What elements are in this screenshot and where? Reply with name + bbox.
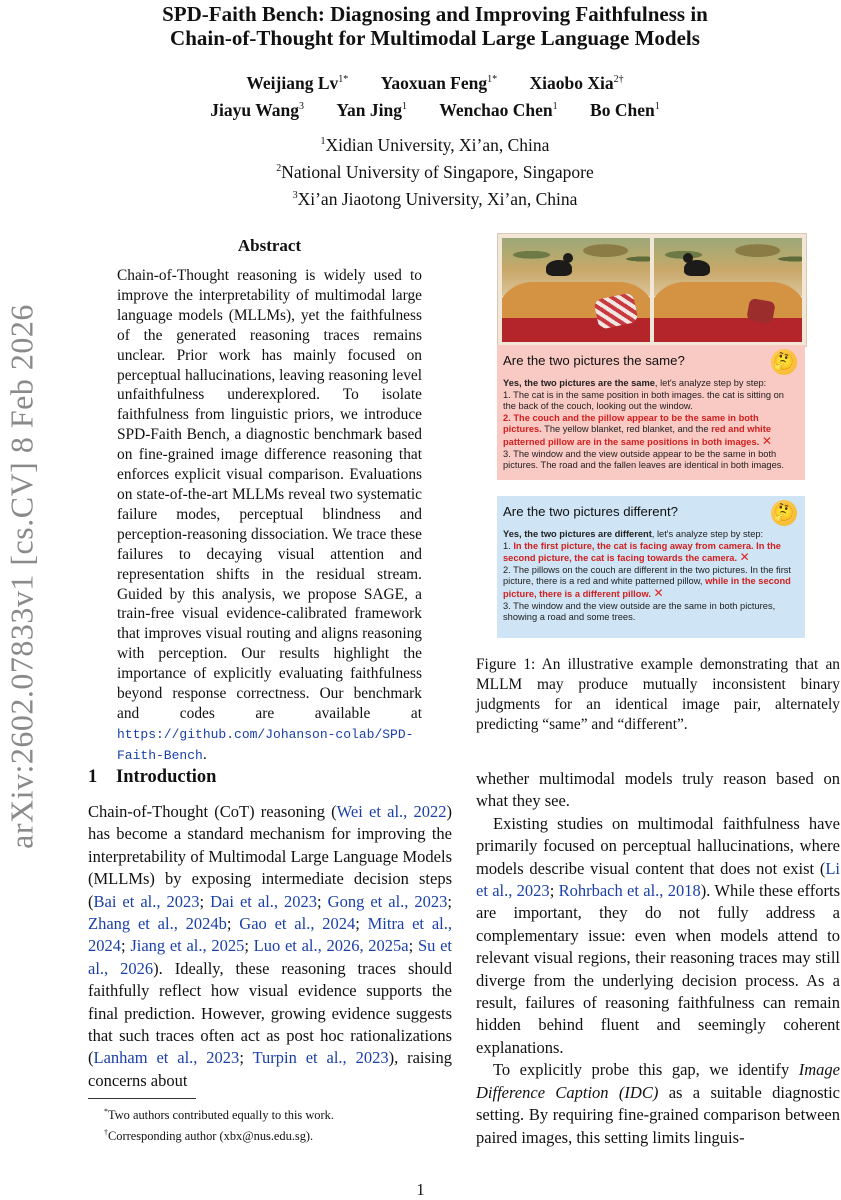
question-different: Are the two pictures different? (503, 504, 678, 519)
plain-pillow (746, 298, 775, 324)
different-question-panel (497, 496, 805, 638)
image-pair (497, 233, 807, 347)
left-photo (502, 238, 650, 342)
text-run: ; (244, 936, 254, 956)
cat-figure (546, 260, 572, 276)
citation-link[interactable]: Bai et al., 2023 (93, 891, 200, 911)
cross-icon: ✕ (761, 433, 772, 448)
author: Jiayu Wang$^3$ (210, 99, 304, 120)
citation-link[interactable]: Gao et al., 2024 (239, 914, 356, 934)
affiliation: $^1$Xidian University, Xi’an, China (320, 134, 550, 155)
citation-link[interactable]: Dai et al., 2023 (210, 891, 318, 911)
cat-figure (684, 260, 710, 276)
text-run: ; (239, 1048, 253, 1068)
same-question-panel (497, 345, 805, 480)
paper-title (90, 2, 780, 50)
intro-left-column (88, 801, 452, 1092)
author: Xiaobo Xia$^{2\dagger}$ (529, 72, 624, 93)
intro-paragraph (476, 813, 840, 1059)
footnotes (88, 1103, 452, 1145)
citation-link[interactable]: Turpin et al., 2023 (252, 1048, 389, 1068)
author: Yaoxuan Feng$^{1*}$ (380, 72, 498, 93)
affiliation: $^3$Xi’an Jiaotong University, Xi’an, China (292, 188, 578, 209)
citation-link[interactable]: Lanham et al., 2023 (93, 1048, 240, 1068)
arxiv-stamp: arXiv:2602.07833v1 [cs.CV] 8 Feb 2026 (3, 304, 40, 849)
text-run: ), raising concerns about (88, 1048, 452, 1090)
answer-same: Yes, the two pictures are the same, let's analyze step by step: 1. The cat is in the same position in both images. the cat is sitting on the back of the couch, looking out the window. 2. The couch and the pillow appear to be the same in both pictures. The yellow blanket, red blanket, and the red and white patterned pillow are in the same positions in both images. ✕ 3. The window and the view outside appear to be the same in both pictures. The road and the fallen leaves are identical in both images. (503, 378, 784, 471)
page-number: 1 (416, 1180, 425, 1199)
text-run: ) has become a standard mechanism for improving the interpretability of Multimodal Large Language Models (MLLMs) by exposing intermediate decision steps ( (88, 802, 452, 911)
cross-icon: ✕ (739, 550, 750, 565)
footnote: *Two authors contributed equally to this work. (104, 1107, 334, 1123)
answer-different: Yes, the two pictures are different, let's analyze step by step: 1. In the first picture, the cat is facing away from camera. In the second picture, the cat is facing towards the camera. ✕ 2. The pillows on the couch are different in the two pictures. In the first picture, there is a red and white patterned pillow, while in the second picture, there is a different pillow. ✕ 3. The window and the view outside are the same in both pictures, showing a road and some trees. (503, 529, 792, 623)
text-run: Existing studies on multimodal faithfulness have primarily focused on perceptual hallucinations, where models describe visual content that does not exist ( (476, 813, 840, 878)
text-run: ). Ideally, these reasoning traces should faithfully reflect how visual evidence supports the final prediction. However, growing evidence suggests that such traces often act as post hoc rationalizations ( (88, 958, 452, 1068)
citation-link[interactable]: Su et al., 2026 (88, 936, 453, 978)
author-list (90, 68, 780, 122)
citation-link[interactable]: Zhang et al., 2024b (88, 914, 227, 934)
text-run: ; (549, 881, 559, 901)
right-photo (654, 238, 802, 342)
figure-caption: Figure 1: An illustrative example demonstrating that an MLLM may produce mutually inconsistent binary judgments for an identical image pair, alternately predicting “same” and “different”. (476, 656, 840, 733)
citation-link[interactable]: Jiang et al., 2025 (130, 936, 245, 956)
citation-link[interactable]: Wei et al., 2022 (336, 802, 447, 821)
citation-link[interactable]: Rohrbach et al., 2018 (558, 881, 701, 901)
citation-link[interactable]: Mitra et al., 2024 (88, 914, 452, 956)
intro-paragraph: whether multimodal models truly reason based on what they see. (476, 769, 840, 811)
text-run: ; (199, 891, 211, 911)
cross-icon: ✕ (653, 585, 664, 600)
title-line-2: Chain-of-Thought for Multimodal Large Language Models (170, 26, 700, 50)
figure-1 (497, 233, 805, 638)
text-run: ). While these efforts are important, they do not fully address a complementary issue: even when models attend to relevant visual regions, their reasoning traces may still diverge from the underlying decision process. As a result, failures of reasoning faithfulness can remain hidden behind fluent and seemingly coherent explanations. (476, 881, 840, 1057)
citation-link[interactable]: Luo et al., 2026, 2025a (253, 936, 409, 956)
intro-paragraph: To explicitly probe this gap, we identify Image Difference Caption (IDC) as a suitable diagnostic setting. By requiring fine-grained comparison between paired images, this setting limits linguis- (476, 1060, 840, 1147)
affiliation: $^2$National University of Singapore, Singapore (276, 161, 594, 182)
author: Wenchao Chen$^1$ (439, 99, 558, 120)
section-heading: 1 Introduction (88, 767, 217, 787)
title-line-1: SPD-Faith Bench: Diagnosing and Improving Faithfulness in (162, 2, 708, 26)
thinking-emoji-icon: 🤔 (771, 349, 797, 375)
citation-link[interactable]: Gong et al., 2023 (327, 891, 448, 911)
text-run: ; (317, 891, 328, 911)
footnote: †Corresponding author (xbx@nus.edu.sg). (104, 1128, 314, 1144)
abstract-body: Chain-of-Thought reasoning is widely used to improve the interpretability of multimodal large language models (MLLMs), yet the faithfulness of the generated reasoning traces remains unclear. Prior work has mainly focused on perceptual hallucinations, leaving reasoning level unfaithfulness underexplored. To isolate faithfulness from linguistic priors, we introduce SPD-Faith Bench, a diagnostic benchmark based on fine-grained image difference reasoning that enforces explicit visual comparison. Evaluations on state-of-the-art MLLMs reveal two systematic failure modes, perceptual blindness and perception-reasoning dissociation. We trace these failures to decaying visual attention and representation shifts in the residual stream. Guided by this analysis, we propose SAGE, a train-free visual evidence-calibrated framework that improves visual routing and aligns reasoning with perception. Our results highlight the importance of explicitly evaluating faithfulness beyond response correctness. Our benchmark and codes are available at https://github.com/Johanson-colab/SPD-Faith-Bench. (117, 267, 422, 763)
abstract-heading: Abstract (237, 236, 302, 255)
author: Bo Chen$^1$ (590, 99, 660, 120)
question-same: Are the two pictures the same? (503, 353, 685, 368)
thinking-emoji-icon: 🤔 (771, 500, 797, 526)
text-run: Chain-of-Thought (CoT) reasoning ( (88, 802, 337, 821)
text-run: ; (355, 914, 368, 934)
intro-right-column (476, 768, 840, 1149)
text-run: ; (447, 891, 453, 911)
text-run: ; (121, 936, 131, 956)
author: Weijiang $Lv^{1*}$ (246, 72, 349, 93)
affiliations (90, 130, 780, 210)
intro-paragraph (88, 801, 452, 1092)
text-run: ; (226, 914, 240, 934)
text-run: ; (408, 936, 418, 956)
author: Yan Jing$^1$ (336, 99, 407, 120)
repo-link[interactable]: https://github.com/Johanson-colab/SPD-Faith-Bench (117, 726, 414, 763)
footnote-rule (88, 1098, 196, 1099)
citation-link[interactable]: Li et al., 2023 (476, 858, 840, 901)
